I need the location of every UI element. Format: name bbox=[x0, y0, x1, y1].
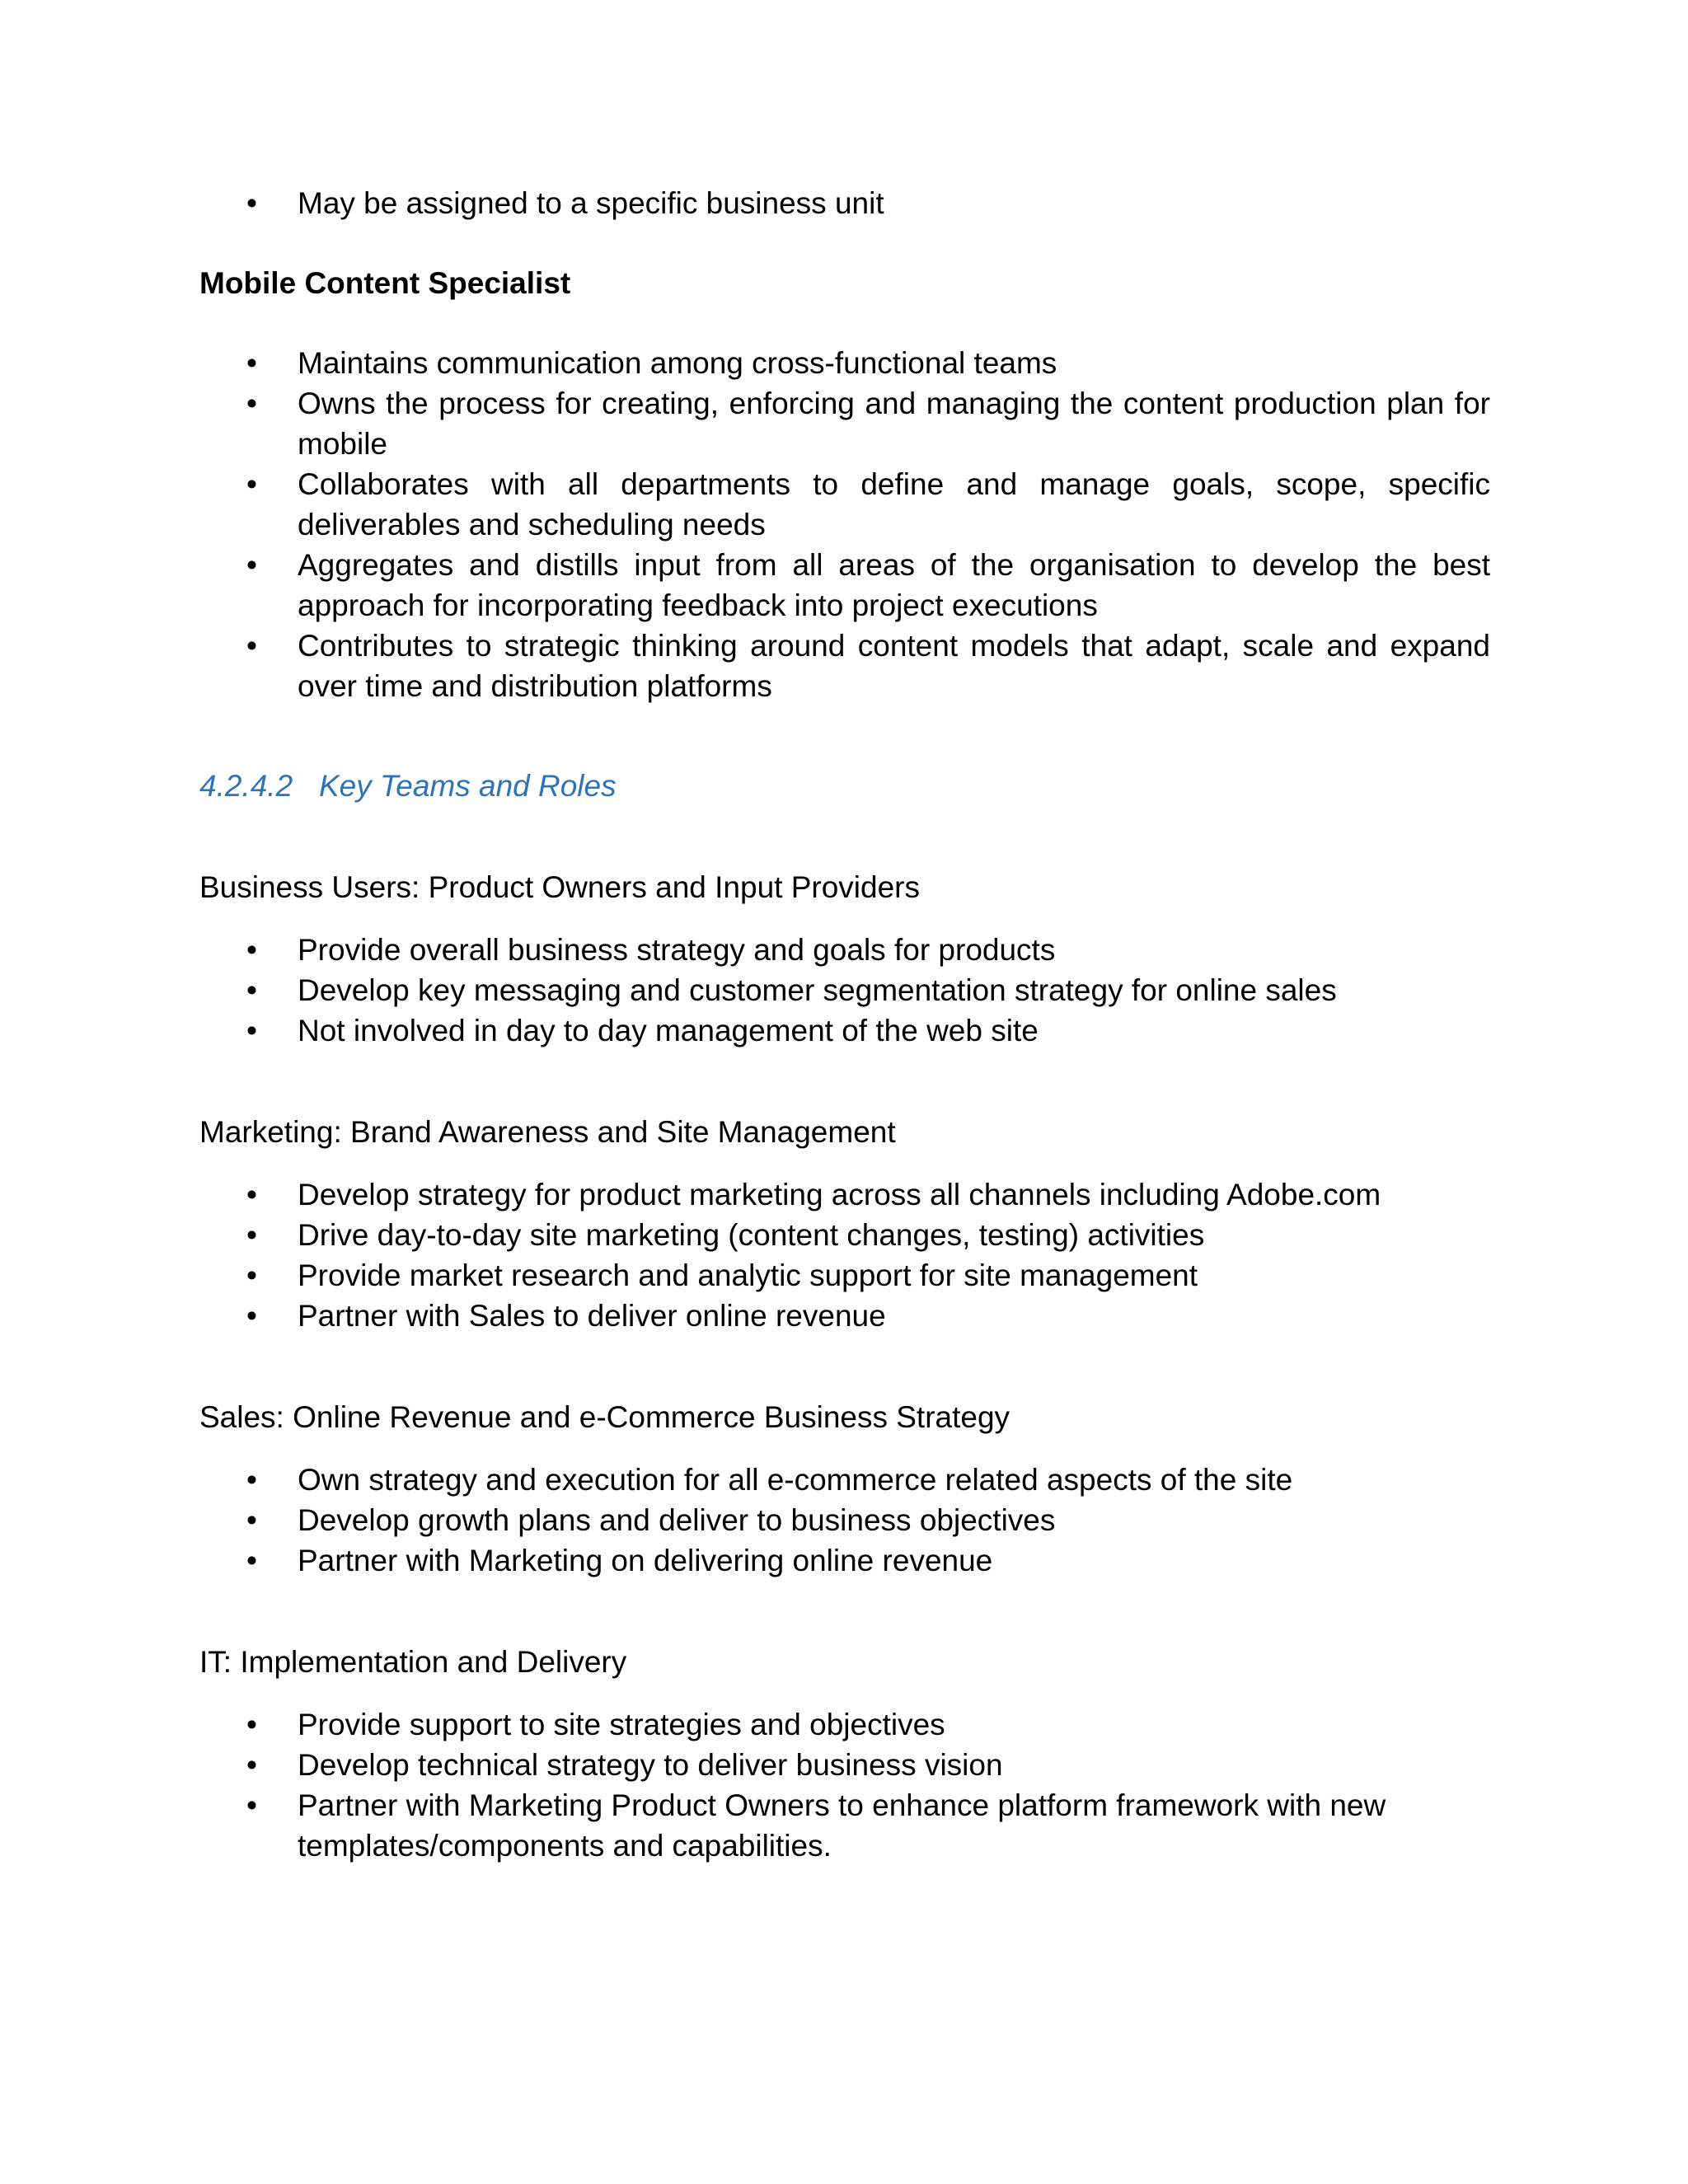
list-item-text: Own strategy and execution for all e-commerce related aspects of the site bbox=[298, 1463, 1293, 1497]
bullet-glyph: • bbox=[246, 629, 257, 663]
bullet-glyph: • bbox=[246, 1748, 257, 1782]
list-item bbox=[199, 545, 1490, 626]
bullet-glyph: • bbox=[246, 1178, 257, 1212]
bullet-glyph: • bbox=[246, 1299, 257, 1333]
section-heading bbox=[199, 766, 1490, 806]
list-item bbox=[199, 1296, 1490, 1336]
bullet-glyph: • bbox=[246, 346, 257, 380]
list-item-text: Owns the process for creating, enforcing and managing the content production plan for mobile bbox=[298, 387, 1490, 461]
list-item bbox=[199, 1745, 1490, 1785]
team-bullet-list bbox=[199, 1174, 1490, 1336]
list-item bbox=[199, 1704, 1490, 1745]
section-number: 4.2.4.2 bbox=[199, 769, 293, 803]
bullet-glyph: • bbox=[246, 1503, 257, 1537]
list-item bbox=[199, 970, 1490, 1010]
team-bullet-list bbox=[199, 1460, 1490, 1581]
team-heading: Business Users: Product Owners and Input Providers bbox=[199, 870, 920, 904]
list-item bbox=[199, 464, 1490, 545]
list-item-text: Partner with Marketing Product Owners to enhance platform framework with new templates/components and capabilities. bbox=[298, 1788, 1386, 1863]
list-item-text: Aggregates and distills input from all areas of the organisation to develop the best approach for incorporating feedback into project executions bbox=[298, 548, 1490, 622]
role-title: Mobile Content Specialist bbox=[199, 266, 571, 300]
list-item bbox=[199, 183, 1490, 223]
bullet-glyph: • bbox=[246, 1544, 257, 1577]
list-item-text: Develop growth plans and deliver to business objectives bbox=[298, 1503, 1056, 1537]
list-item bbox=[199, 343, 1490, 383]
list-item bbox=[199, 626, 1490, 706]
page-content bbox=[199, 183, 1490, 1866]
list-item bbox=[199, 1540, 1490, 1581]
list-item bbox=[199, 1500, 1490, 1540]
list-item-text: Collaborates with all departments to define and manage goals, scope, specific deliverables and scheduling needs bbox=[298, 467, 1490, 541]
list-item-text: Maintains communication among cross-functional teams bbox=[298, 346, 1057, 380]
team-heading: Marketing: Brand Awareness and Site Management bbox=[199, 1115, 896, 1149]
bullet-glyph: • bbox=[246, 1463, 257, 1497]
list-item-text: Provide overall business strategy and goals for products bbox=[298, 933, 1056, 967]
list-item bbox=[199, 1010, 1490, 1051]
team-group-sales bbox=[199, 1397, 1490, 1581]
team-heading: IT: Implementation and Delivery bbox=[199, 1645, 627, 1679]
list-item bbox=[199, 930, 1490, 970]
bullet-glyph: • bbox=[246, 933, 257, 967]
list-item-text: Not involved in day to day management of the web site bbox=[298, 1014, 1039, 1047]
team-bullet-list bbox=[199, 930, 1490, 1051]
list-item-text: Partner with Marketing on delivering online revenue bbox=[298, 1544, 993, 1577]
bullet-glyph: • bbox=[246, 186, 257, 220]
list-item-text: Provide market research and analytic support for site management bbox=[298, 1258, 1198, 1292]
team-heading: Sales: Online Revenue and e-Commerce Business Strategy bbox=[199, 1400, 1010, 1434]
list-item-text: Provide support to site strategies and objectives bbox=[298, 1708, 945, 1741]
list-item bbox=[199, 1174, 1490, 1215]
top-bullet-list bbox=[199, 183, 1490, 223]
list-item-text: Develop strategy for product marketing across all channels including Adobe.com bbox=[298, 1178, 1381, 1212]
team-group-business-users bbox=[199, 867, 1490, 1051]
bullet-glyph: • bbox=[246, 973, 257, 1007]
role-bullet-list bbox=[199, 343, 1490, 706]
list-item-text: Develop technical strategy to deliver business vision bbox=[298, 1748, 1003, 1782]
list-item-text: Drive day-to-day site marketing (content changes, testing) activities bbox=[298, 1218, 1205, 1252]
list-item bbox=[199, 383, 1490, 464]
list-item bbox=[199, 1785, 1490, 1866]
list-item-text: Contributes to strategic thinking around content models that adapt, scale and expand over time and distribution platforms bbox=[298, 629, 1490, 703]
bullet-glyph: • bbox=[246, 1218, 257, 1252]
list-item bbox=[199, 1255, 1490, 1296]
bullet-glyph: • bbox=[246, 1708, 257, 1741]
bullet-glyph: • bbox=[246, 467, 257, 501]
list-item-text: Partner with Sales to deliver online revenue bbox=[298, 1299, 886, 1333]
list-item-text: May be assigned to a specific business unit bbox=[298, 186, 884, 220]
section-title: Key Teams and Roles bbox=[319, 769, 617, 803]
bullet-glyph: • bbox=[246, 1788, 257, 1822]
list-item bbox=[199, 1215, 1490, 1255]
list-item-text: Develop key messaging and customer segmentation strategy for online sales bbox=[298, 973, 1337, 1007]
team-group-it bbox=[199, 1642, 1490, 1866]
bullet-glyph: • bbox=[246, 387, 257, 420]
bullet-glyph: • bbox=[246, 1258, 257, 1292]
bullet-glyph: • bbox=[246, 1014, 257, 1047]
team-group-marketing bbox=[199, 1112, 1490, 1336]
list-item bbox=[199, 1460, 1490, 1500]
team-bullet-list bbox=[199, 1704, 1490, 1866]
bullet-glyph: • bbox=[246, 548, 257, 582]
